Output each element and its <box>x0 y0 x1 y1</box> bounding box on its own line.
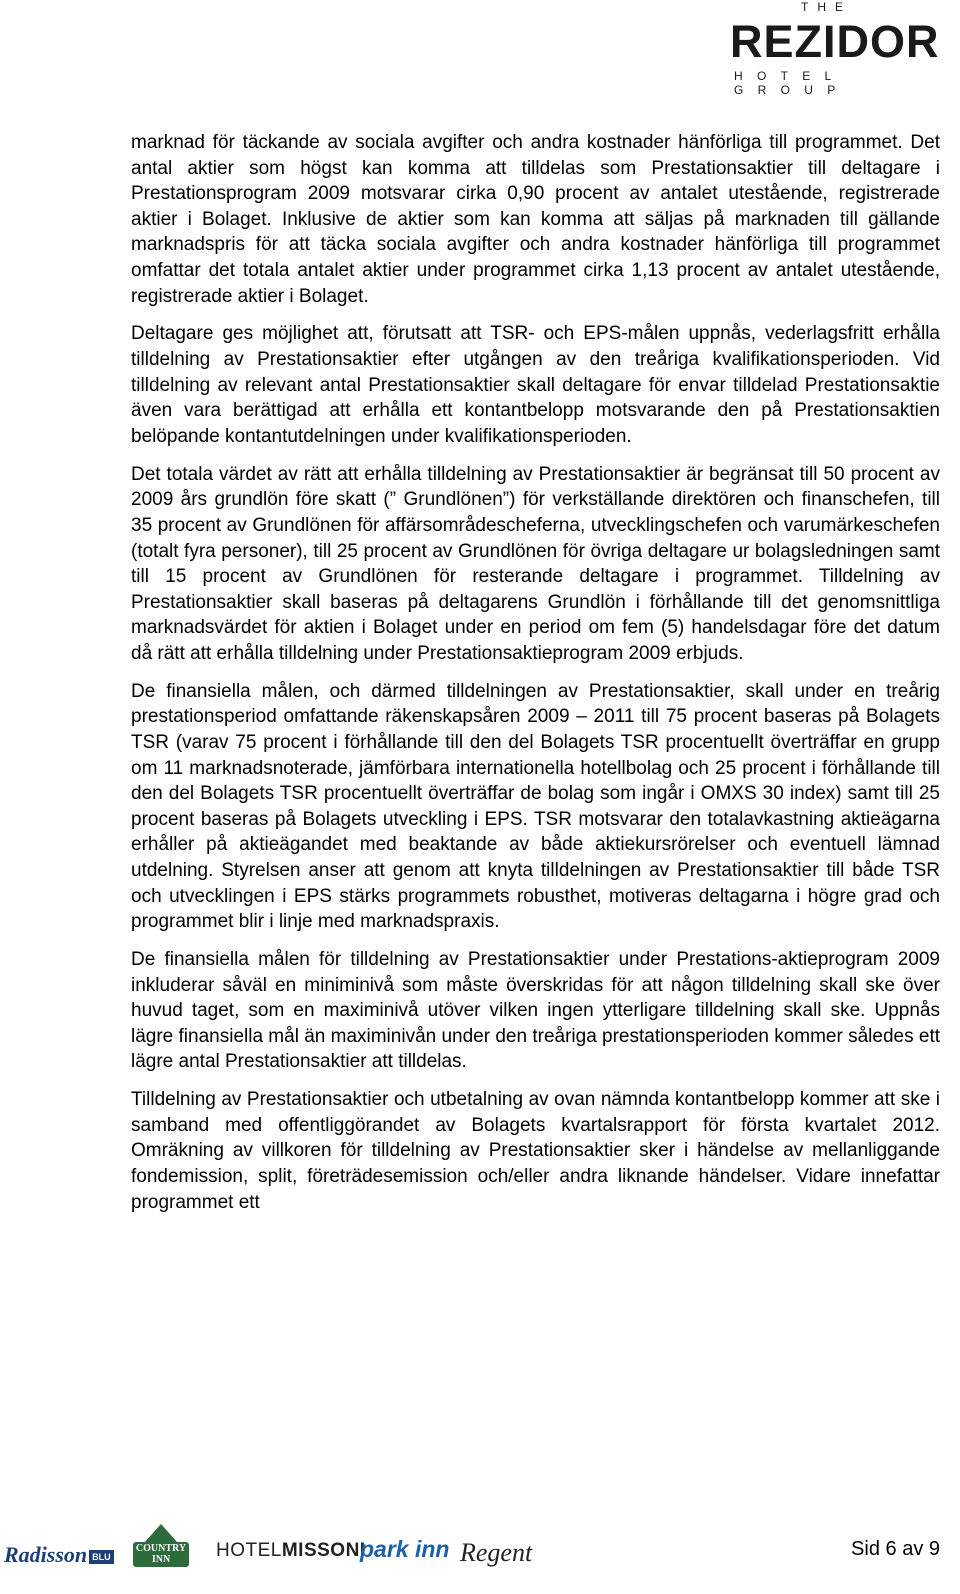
logo-rezidor-text: REZIDOR <box>730 16 940 67</box>
paragraph-3: Det totala värdet av rätt att erhålla tilldelning av Prestationsaktier är begränsat till 50 procent av 2009 års grundlön före skatt (” Grundlönen”) för verkställande direktören och finanschefen, till 35 procent av Grundlönen för affärsområdescheferna, utvecklingschefen och varumärkeschefen (totalt fyra personer), till 25 procent av Grundlönen för övriga deltagare ur bolagsledningen samt till 15 procent av Grundlönen för resterande deltagare i programmet. Tilldelning av Prestationsaktier skall baseras på deltagarens Grundlön i förhållande till det genomsnittliga marknadsvärdet för aktien i Bolaget under en period om fem (5) handelsdagar före det datum då rätt att erhålla tilldelning under Prestationsaktieprogram 2009 erbjuds. <box>131 463 940 664</box>
country-inn-logo <box>129 1522 193 1568</box>
paragraph-2: Deltagare ges möjlighet att, förutsatt att TSR- och EPS-målen uppnås, vederlagsfritt erhålla tilldelning av Prestationsaktier efter utgången av den treåriga kvalifikationsperioden. Vid tilldelning av relevant antal Prestationsaktier skall deltagare för envar tilldelad Prestationsaktie även vara berättigad att erhålla ett kontantbelopp motsvarande den på Prestationsaktien belöpande kontantutdelningen under kvalifikationsperioden. <box>131 323 940 447</box>
regent-logo: Regent <box>460 1538 533 1567</box>
paragraph-6: Tilldelning av Prestationsaktier och utbetalning av ovan nämnda kontantbelopp kommer att ske i samband med offentliggörandet av Bolagets kvartalsrapport för första kvartalet 2012. Omräkning av villkoren för tilldelning av Prestationsaktier sker i händelse av mellanliggande fondemission, split, företrädesemission och/eller andra liknande händelser. Vidare innefattar programmet ett <box>131 1089 940 1213</box>
paragraph-4: De finansiella målen, och därmed tilldelningen av Prestationsaktier, skall under en treårig prestationsperiod omfattande räkenskapsåren 2009 – 2011 till 75 procent baseras på Bolagets TSR (varav 75 procent i förhållande till den del Bolagets TSR procentuellt överträffar en grupp om 11 marknadsnoterade, jämförbara internationella hotellbolag och 25 procent i förhållande till den del Bolagets TSR procentuellt överträffar de bolag som ingår i OMXS 30 index) samt till 25 procent baseras på Bolagets utveckling i EPS. TSR motsvarar den totalavkastning aktieägarna erhåller på aktieägandet med beaktande av både aktiekursrörelser och eventuell lämnad utdelning. Styrelsen anser att genom att knyta tilldelningen av Prestationsaktier till både TSR och utvecklingen i EPS stärks programmets robusthet, motiveras deltagarna i högre grad och programmet blir i linje med marknadspraxis. <box>131 680 940 933</box>
park-inn-logo: park inn <box>360 1536 450 1562</box>
footer-brand-logos <box>4 1520 564 1570</box>
missoni-prefix: HOTEL <box>216 1540 282 1561</box>
document-body <box>131 130 940 1228</box>
paragraph-5: De finansiella målen för tilldelning av Prestationsaktier under Prestations-aktieprogram 2009 inkluderar såväl en miniminivå som måste överskridas för att någon tilldelning skall ske över huvud taget, som en maximinivå utöver vilken ingen ytterligare tilldelning skall ske. Uppnås lägre finansiella mål än maximinivån under den treåriga prestationsperioden kommer således ett lägre antal Prestationsaktier att tilldelas. <box>131 949 940 1073</box>
hotel-missoni-logo <box>216 1540 366 1562</box>
rezidor-logo <box>728 0 954 97</box>
missoni-name: MISSONI <box>281 1540 366 1561</box>
country-inn-wordmark: COUNTRY INN <box>133 1542 189 1567</box>
paragraph-1: marknad för täckande av sociala avgifter och andra kostnader hänförliga till programmet. Det antal aktier som högst kan komma att tilldelas som Prestationsaktier till deltagare i Prestationsprogram 2009 motsvarar cirka 0,90 procent av antalet utestående, registrerade aktier i Bolaget. Inklusive de aktier som kan komma att säljas på marknaden till gällande marknadspris för att täcka sociala avgifter och andra kostnader hänförliga till programmet omfattar det totala antalet aktier under programmet cirka 1,13 procent av antalet utestående, registrerade aktier i Bolaget. <box>131 132 940 307</box>
radisson-wordmark: Radisson <box>4 1542 88 1567</box>
logo-the-text: THE <box>801 0 852 14</box>
page-number: Sid 6 av 9 <box>851 1538 940 1560</box>
radisson-blu-badge: BLU <box>89 1550 114 1564</box>
radisson-blu-logo <box>4 1542 114 1568</box>
country-inn-roof-icon <box>145 1524 177 1542</box>
logo-hotel-group-text: HOTEL GROUP <box>734 69 850 97</box>
